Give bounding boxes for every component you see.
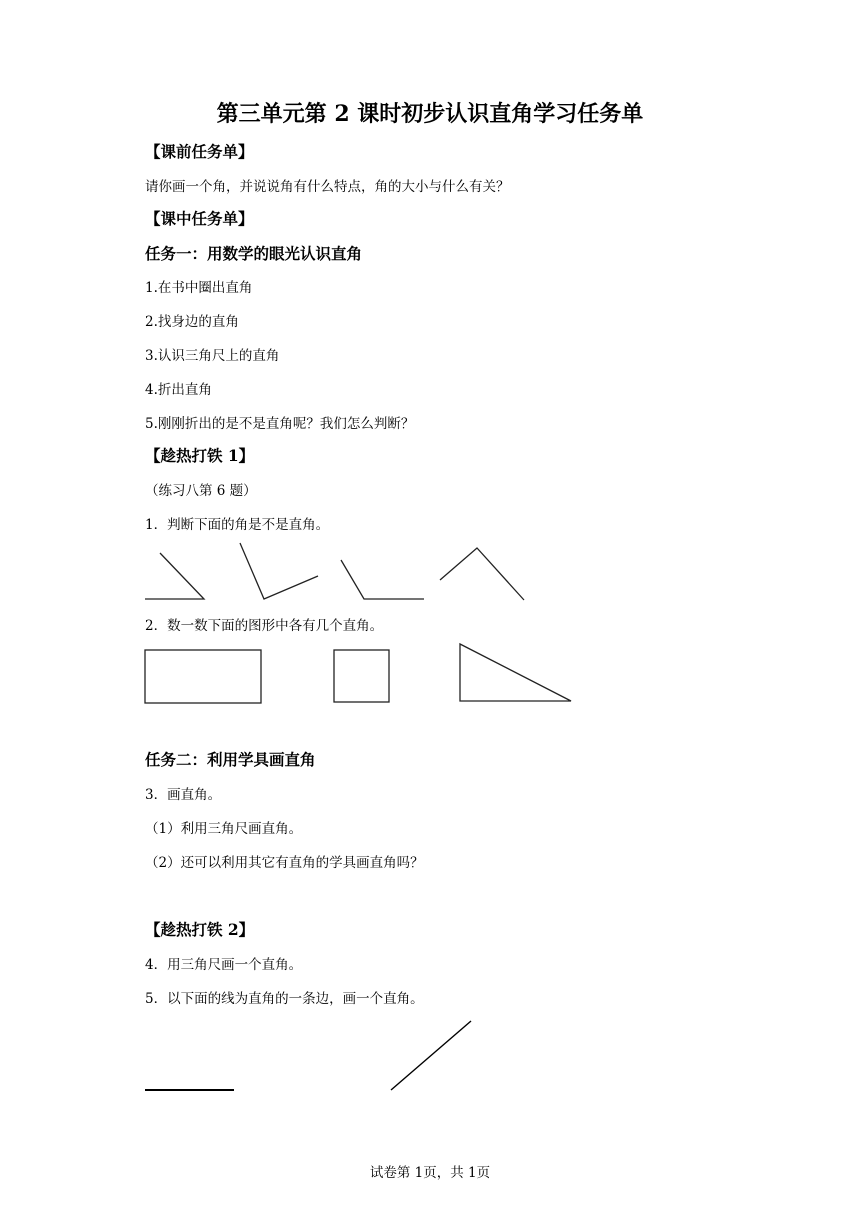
rectangle-figure [145,650,261,703]
triangle-figure [460,644,571,701]
practice1-heading: 【趁热打铁 1】 [145,446,255,465]
question-3-sub-2: （2）还可以利用其它有直角的学具画直角吗？ [145,855,424,871]
page-title: 第三单元第 2 课时初步认识直角学习任务单 [216,101,644,127]
angle-figure-2 [240,543,318,599]
task1-item-1: 1.在书中圈出直角 [145,280,253,296]
question-1: 1．判断下面的角是不是直角。 [145,517,330,533]
pre-task-text: 请你画一个角，并说说角有什么特点，角的大小与什么有关？ [145,179,510,195]
task1-heading: 任务一：用数学的眼光认识直角 [145,244,363,263]
task1-item-3: 3.认识三角尺上的直角 [145,348,280,364]
angle-figure-4 [440,548,524,600]
task1-item-5: 5.刚刚折出的是不是直角呢？我们怎么判断？ [145,416,415,432]
task1-item-4: 4.折出直角 [145,382,212,398]
practice1-note: （练习八第 6 题） [145,483,257,499]
question-5: 5．以下面的线为直角的一条边，画一个直角。 [145,991,424,1007]
diagonal-line-segment [391,1021,471,1090]
task1-item-2: 2.找身边的直角 [145,314,239,330]
question-4: 4．用三角尺画一个直角。 [145,957,303,973]
angle-figure-1 [145,553,204,599]
in-class-heading: 【课中任务单】 [145,209,254,228]
page-footer: 试卷第 1页，共 1页 [369,1165,491,1181]
question-2: 2．数一数下面的图形中各有几个直角。 [145,618,384,634]
pre-task-heading: 【课前任务单】 [145,142,254,161]
square-figure [334,650,389,702]
question-3: 3．画直角。 [145,787,222,803]
angle-figure-3 [341,560,424,599]
task2-heading: 任务二：利用学具画直角 [145,750,316,769]
practice2-heading: 【趁热打铁 2】 [145,920,255,939]
question-3-sub-1: （1）利用三角尺画直角。 [145,821,303,837]
